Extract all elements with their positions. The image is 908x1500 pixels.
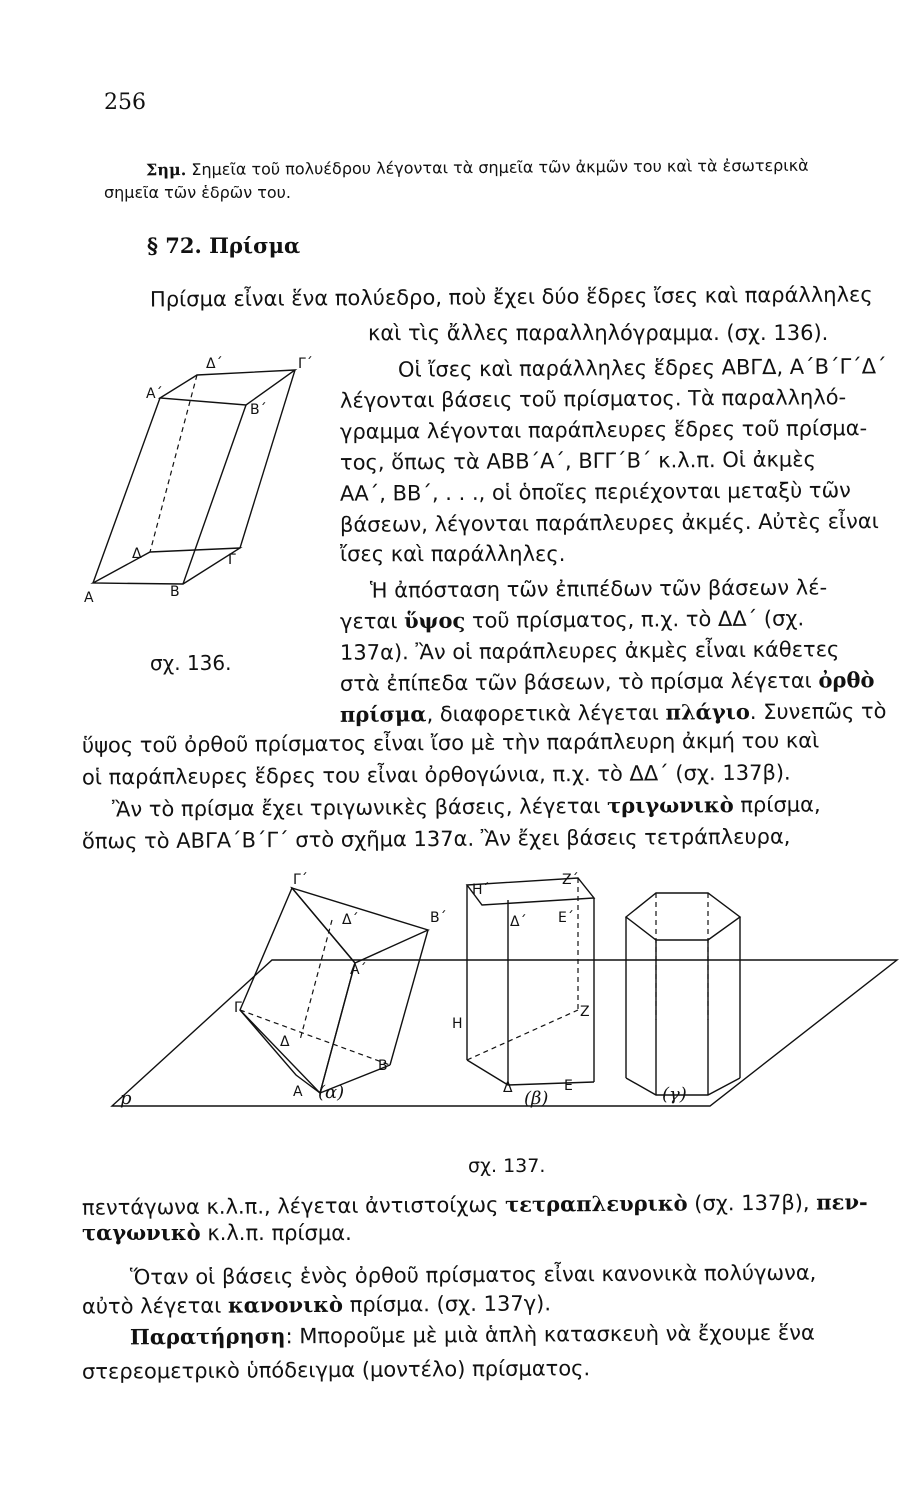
full-line-1: οἱ παράπλευρες ἕδρες του εἶναι ὀρθογώνια, π.χ. τὸ ΔΔ΄ (σχ. 137β). [81, 760, 791, 790]
col-line-10: 137α). Ἂν οἱ παράπλευρες ἀκμὲς εἶναι κάθετες [339, 637, 840, 665]
full-line-4: ὅπως τὸ ΑΒΓΑ΄Β΄Γ΄ στὸ σχῆμα 137α. Ἂν ἔχει βάσεις τετράπλευρα, [81, 824, 791, 854]
fig136-label: Β΄ [250, 402, 267, 418]
fig137b-label: Ε΄ [558, 910, 574, 926]
fig137a-label: Α [293, 1084, 303, 1100]
fig137-sub-a: (α) [318, 1082, 345, 1103]
definition-line-2: καὶ τὶς ἄλλες παραλληλόγραμμα. (σχ. 136). [368, 321, 829, 345]
col-line-0: Οἱ ἴσες καὶ παράλληλες ἕδρες ΑΒΓΔ, Α΄Β΄Γ΄Δ΄ [397, 354, 887, 382]
after-line-0: πεντάγωνα κ.λ.π., λέγεται ἀντιστοίχως τετραπλευρικὸ (σχ. 137β), πεν- [81, 1189, 868, 1220]
fig136-bottom-base [93, 548, 240, 584]
fig136-label: Α [84, 590, 94, 606]
section-title: § 72. Πρίσμα [147, 233, 301, 258]
fig137b-label: Ζ [580, 1004, 590, 1020]
fig137a-base-gb [240, 1010, 390, 1065]
fig136-top-base [160, 370, 295, 405]
fig137b-label: Η΄ [472, 882, 490, 898]
fig137a-edge-a [320, 963, 355, 1093]
fig137b-label: Η [452, 1016, 463, 1032]
fig136-edge-bb [183, 405, 246, 584]
term-pentagoniko: ταγωνικὸ [82, 1220, 201, 1245]
fig137b-label: Ζ΄ [562, 872, 579, 888]
col-line-12: πρίσμα, διαφορετικὰ λέγεται πλάγιο. Συνεπῶς τὸ [339, 699, 887, 727]
page-number: 256 [104, 90, 146, 115]
fig137a-label: Δ [280, 1034, 290, 1050]
fig136-caption: σχ. 136. [150, 651, 232, 675]
fig136-edge-aa [93, 398, 160, 583]
term-prisma: πρίσμα [339, 701, 427, 727]
col-line-2: γραμμα λέγονται παράπλευρες ἕδρες τοῦ πρίσμα- [339, 416, 868, 444]
fig137b-label: Δ [503, 1080, 513, 1096]
term-ypsos: ὕψος [403, 607, 466, 634]
term-tetrapleuriko: τετραπλευρικὸ [504, 1190, 688, 1217]
fig137b-bottom-back [467, 1010, 578, 1060]
fig136-label: Γ΄ [298, 356, 313, 372]
col-line-5: βάσεων, λέγονται παράπλευρες ἀκμές. Αὐτὲς εἶναι [339, 509, 879, 537]
fig137a-label: Δ΄ [342, 912, 359, 928]
term-trigoniko: τριγωνικὸ [606, 792, 734, 819]
fig136-label: Α΄ [146, 386, 163, 402]
after-line-6: Παρατήρηση: Μποροῦμε μὲ μιὰ ἁπλὴ κατασκευὴ νὰ ἔχουμε ἕνα [129, 1320, 815, 1350]
fig137a-label: Γ [234, 1000, 242, 1016]
term-paratirisi: Παρατήρηση [129, 1323, 286, 1350]
col-line-6: ἴσες καὶ παράλληλες. [340, 542, 566, 566]
fig137-sub-c: (γ) [662, 1084, 687, 1105]
figure-137 [112, 878, 897, 1106]
fig136-label: Β [170, 584, 180, 600]
fig137a-height [300, 920, 332, 1040]
after-line-4: αὐτὸ λέγεται κανονικὸ πρίσμα. (σχ. 137γ). [81, 1291, 552, 1319]
fig136-label: Γ [228, 552, 236, 568]
fig137b-label: Ε [564, 1078, 573, 1094]
full-line-2: Ἂν τὸ πρίσμα ἔχει τριγωνικὲς βάσεις, λέγεται τριγωνικὸ πρίσμα, [111, 792, 821, 822]
fig137a-label: Α΄ [350, 962, 367, 978]
after-line-3: Ὅταν οἱ βάσεις ἑνὸς ὀρθοῦ πρίσματος εἶναι κανονικὰ πολύγωνα, [129, 1260, 817, 1290]
col-line-8: γεται ὕψος τοῦ πρίσματος, π.χ. τὸ ΔΔ΄ (σχ. [339, 606, 805, 634]
fig137c-top [626, 893, 740, 940]
fig136-label: Δ΄ [206, 356, 223, 372]
fig137-plane-label: p [120, 1088, 132, 1109]
fig137b-bottom [467, 1060, 594, 1085]
term-kanoniko: κανονικὸ [227, 1291, 344, 1318]
after-line-1: ταγωνικὸ κ.λ.π. πρίσμα. [82, 1220, 352, 1245]
fig137a-base-ga [240, 1010, 320, 1093]
col-line-4: ΑΑ΄, ΒΒ΄, . . ., οἱ ὁποῖες περιέχονται μεταξὺ τῶν [339, 478, 851, 506]
note-line-2: σημεῖα τῶν ἑδρῶν του. [104, 183, 291, 202]
definition-line-1: Πρίσμα εἶναι ἕνα πολύεδρο, ποὺ ἔχει δύο ἕδρες ἴσες καὶ παράλληλες [149, 282, 873, 312]
term-plagio: πλάγιο [665, 699, 750, 725]
fig137a-label: Β [378, 1058, 388, 1074]
fig137-sub-b: (β) [524, 1088, 549, 1109]
col-line-1: λέγονται βάσεις τοῦ πρίσματος. Τὰ παραλληλό- [339, 385, 847, 413]
fig137a-label: Β΄ [430, 910, 447, 926]
fig137a-edge-b [390, 930, 428, 1065]
col-line-3: τος, ὅπως τὰ ΑΒΒ΄Α΄, ΒΓΓ΄Β΄ κ.λ.π. Οἱ ἀκμὲς [339, 447, 816, 475]
fig136-label: Δ [132, 546, 142, 562]
note-label: Σημ. [145, 160, 187, 180]
fig137a-front [240, 888, 355, 1093]
fig137a-label: Γ΄ [293, 872, 308, 888]
full-line-0: ὕψος τοῦ ὀρθοῦ πρίσματος εἶναι ἴσο μὲ τὴν παράπλευρη ἀκμή του καὶ [81, 728, 820, 758]
col-line-7: Ἡ ἀπόσταση τῶν ἐπιπέδων τῶν βάσεων λέ- [369, 575, 828, 603]
note-line-1: Σημ. Σημεῖα τοῦ πολυέδρου λέγονται τὰ σημεῖα τῶν ἀκμῶν του καὶ τὰ ἐσωτερικὰ [145, 155, 809, 180]
after-line-7: στερεομετρικὸ ὑπόδειγμα (μοντέλο) πρίσματος. [81, 1356, 591, 1384]
fig136-edge-gg [240, 370, 295, 548]
term-orthio: ὀρθὸ [818, 667, 875, 693]
fig137-caption: σχ. 137. [468, 1155, 546, 1177]
col-line-11: στὰ ἐπίπεδα τῶν βάσεων, τὸ πρίσμα λέγεται ὀρθὸ [339, 667, 875, 696]
fig137b-label: Δ΄ [510, 914, 527, 930]
fig137a-top [292, 888, 428, 963]
